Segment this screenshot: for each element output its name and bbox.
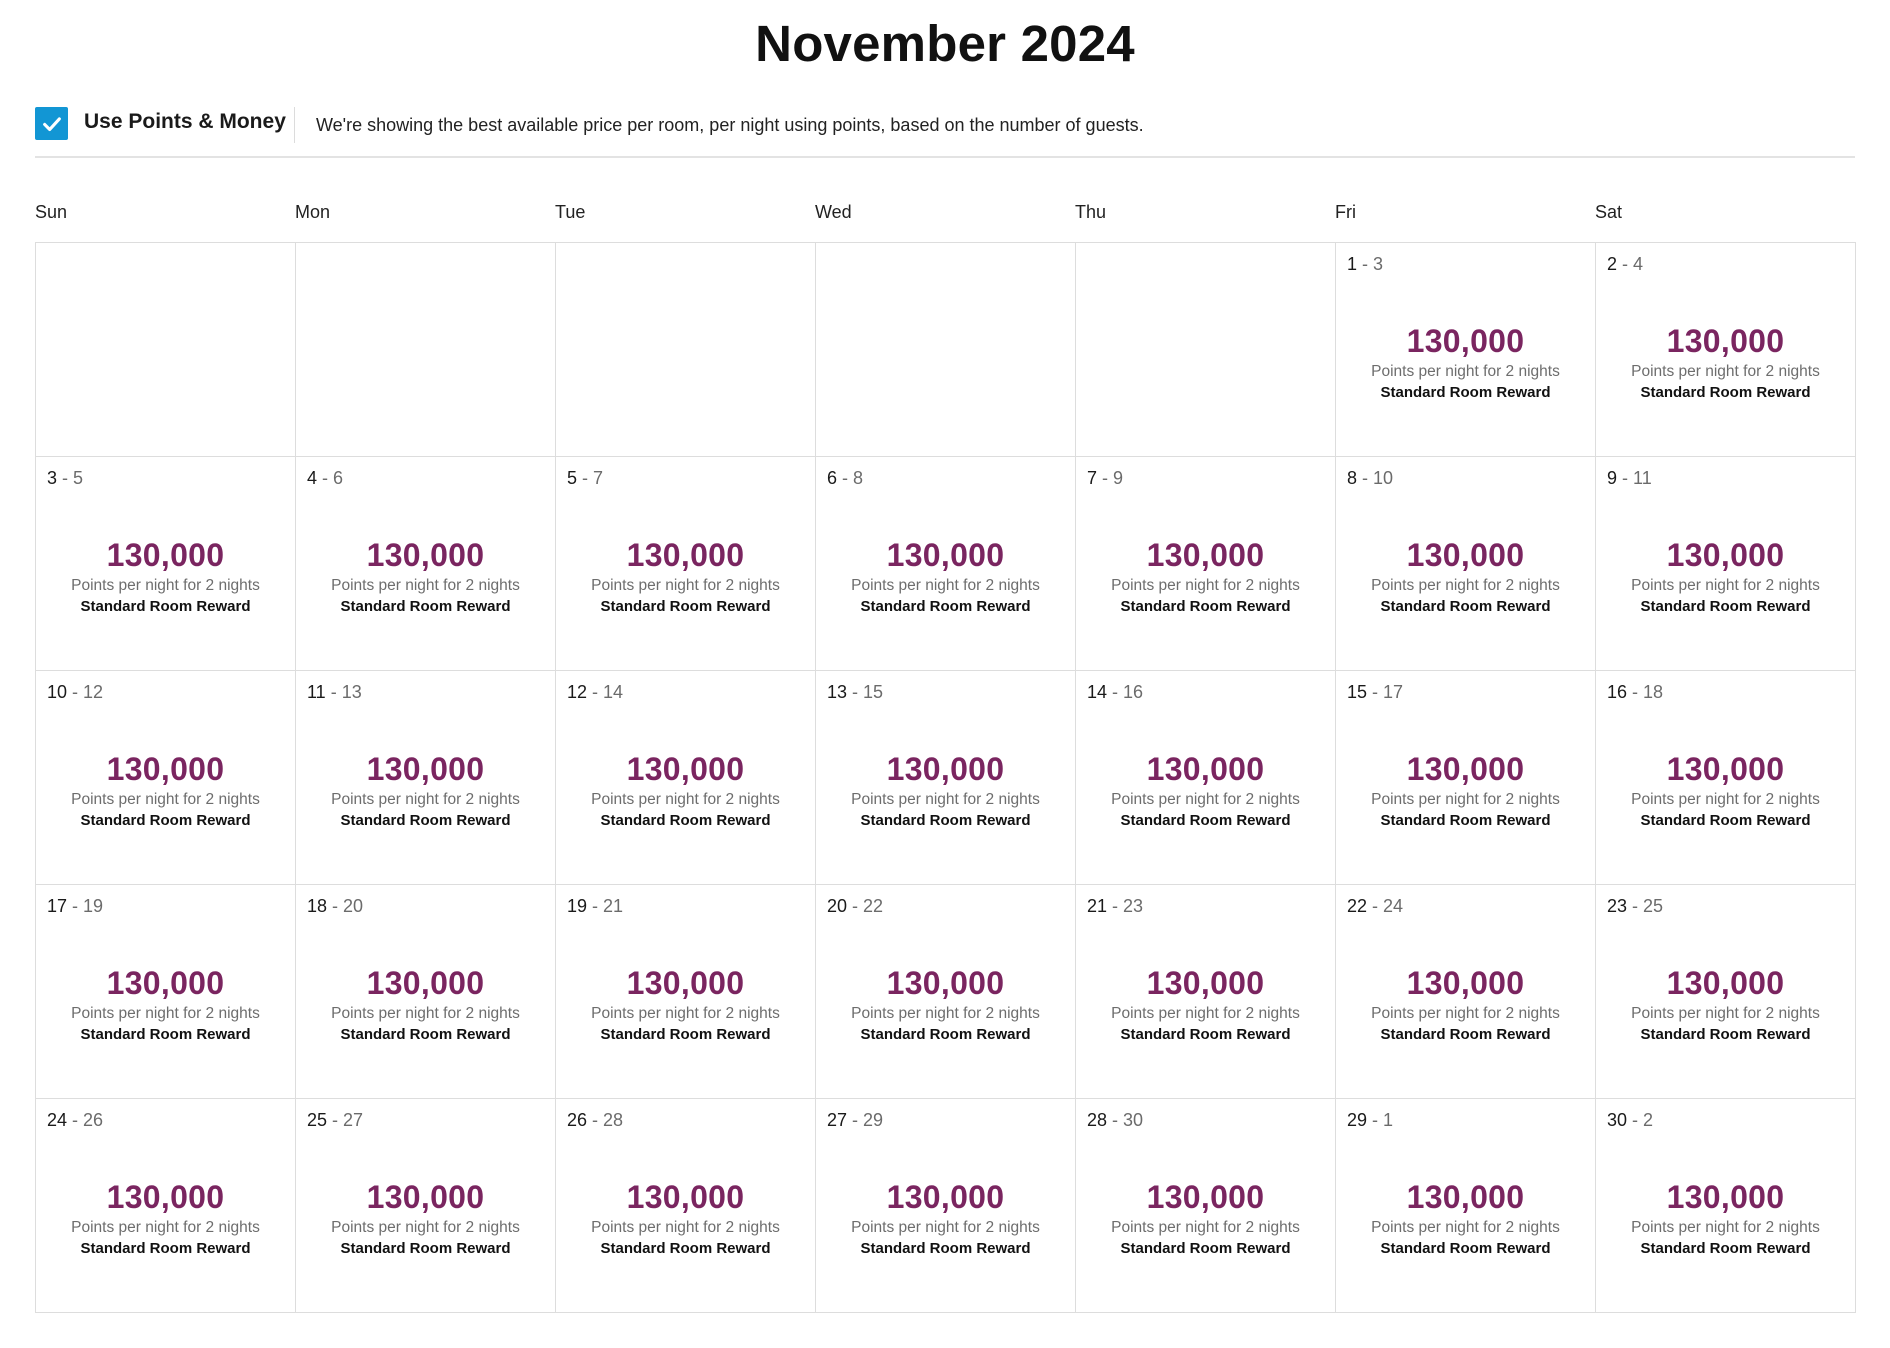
points-price: 130,000 (1146, 965, 1265, 1001)
check-in-day: 8 (1347, 468, 1358, 488)
range-separator: - (847, 896, 864, 916)
check-in-day: 14 (1087, 682, 1108, 702)
weekday-label: Tue (555, 202, 586, 222)
points-caption: Points per night for 2 nights (1631, 363, 1820, 380)
points-caption: Points per night for 2 nights (331, 577, 520, 594)
reward-type: Standard Room Reward (1640, 598, 1811, 615)
points-caption: Points per night for 2 nights (1631, 791, 1820, 808)
date-range (47, 468, 83, 489)
date-range (1087, 682, 1143, 703)
date-range (827, 682, 883, 703)
check-in-day: 3 (47, 468, 58, 488)
points-caption: Points per night for 2 nights (1631, 1005, 1820, 1022)
date-range (1347, 896, 1403, 917)
check-out-day: 28 (603, 1110, 624, 1130)
range-separator: - (587, 682, 604, 702)
range-separator: - (837, 468, 854, 488)
check-out-day: 30 (1123, 1110, 1144, 1130)
reward-type: Standard Room Reward (80, 1240, 251, 1257)
check-in-day: 12 (567, 682, 588, 702)
points-caption: Points per night for 2 nights (1371, 577, 1560, 594)
reward-type: Standard Room Reward (860, 598, 1031, 615)
points-caption: Points per night for 2 nights (851, 577, 1040, 594)
points-price: 130,000 (1146, 537, 1265, 573)
range-separator: - (67, 1110, 84, 1130)
points-caption: Points per night for 2 nights (331, 791, 520, 808)
day-cell[interactable] (816, 1099, 1076, 1313)
points-price: 130,000 (886, 537, 1005, 573)
day-cell[interactable] (36, 1099, 296, 1313)
day-cell[interactable] (556, 885, 816, 1099)
points-price: 130,000 (106, 1179, 225, 1215)
range-separator: - (847, 1110, 864, 1130)
date-range (827, 468, 863, 489)
points-toolbar (35, 104, 1855, 158)
range-separator: - (67, 682, 84, 702)
range-separator: - (1107, 896, 1124, 916)
reward-type: Standard Room Reward (1120, 1026, 1291, 1043)
check-in-day: 20 (827, 896, 848, 916)
day-cell[interactable] (556, 1099, 816, 1313)
reward-type: Standard Room Reward (1640, 384, 1811, 401)
points-price: 130,000 (886, 965, 1005, 1001)
empty-day-cell (36, 243, 296, 457)
day-cell[interactable] (1336, 885, 1596, 1099)
check-in-day: 22 (1347, 896, 1368, 916)
offer-block (816, 537, 1075, 617)
offer-block (296, 1179, 555, 1259)
offer-block (556, 537, 815, 617)
points-caption: Points per night for 2 nights (591, 1005, 780, 1022)
date-range (1347, 682, 1403, 703)
date-range (1347, 1110, 1393, 1131)
day-cell[interactable] (296, 457, 556, 671)
range-separator: - (1367, 896, 1384, 916)
points-caption: Points per night for 2 nights (1371, 363, 1560, 380)
day-cell[interactable] (1596, 885, 1856, 1099)
date-range (567, 896, 623, 917)
check-out-day: 12 (83, 682, 104, 702)
day-cell[interactable] (1336, 671, 1596, 885)
check-out-day: 19 (83, 896, 104, 916)
offer-block (1336, 1179, 1595, 1259)
date-range (1607, 682, 1663, 703)
check-out-day: 24 (1383, 896, 1404, 916)
day-cell[interactable] (36, 885, 296, 1099)
weekday-header (35, 202, 1855, 232)
reward-type: Standard Room Reward (1380, 812, 1551, 829)
offer-block (36, 751, 295, 831)
range-separator: - (1627, 1110, 1644, 1130)
check-in-day: 28 (1087, 1110, 1108, 1130)
offer-block (1596, 537, 1855, 617)
offer-block (816, 751, 1075, 831)
points-price: 130,000 (1406, 537, 1525, 573)
day-cell[interactable] (296, 671, 556, 885)
points-caption: Points per night for 2 nights (851, 791, 1040, 808)
points-price: 130,000 (106, 751, 225, 787)
day-cell[interactable] (1076, 457, 1336, 671)
reward-type: Standard Room Reward (860, 1026, 1031, 1043)
day-cell[interactable] (1076, 1099, 1336, 1313)
offer-block (1076, 537, 1335, 617)
range-separator: - (1367, 1110, 1384, 1130)
points-caption: Points per night for 2 nights (71, 1005, 260, 1022)
points-price: 130,000 (1406, 965, 1525, 1001)
day-cell[interactable] (1076, 671, 1336, 885)
date-range (567, 682, 623, 703)
day-cell[interactable] (1336, 1099, 1596, 1313)
check-out-day: 3 (1373, 254, 1384, 274)
check-in-day: 13 (827, 682, 848, 702)
range-separator: - (1627, 896, 1644, 916)
offer-block (1596, 1179, 1855, 1259)
offer-block (36, 1179, 295, 1259)
reward-type: Standard Room Reward (600, 1026, 771, 1043)
range-separator: - (1357, 468, 1374, 488)
range-separator: - (57, 468, 74, 488)
date-range (1087, 896, 1143, 917)
offer-block (36, 537, 295, 617)
reward-type: Standard Room Reward (80, 1026, 251, 1043)
offer-block (1336, 323, 1595, 403)
check-out-day: 10 (1373, 468, 1394, 488)
range-separator: - (1617, 468, 1634, 488)
date-range (1087, 468, 1123, 489)
range-separator: - (1357, 254, 1374, 274)
reward-type: Standard Room Reward (1640, 1240, 1811, 1257)
offer-block (1336, 965, 1595, 1045)
check-in-day: 30 (1607, 1110, 1628, 1130)
check-out-day: 7 (593, 468, 604, 488)
offer-block (1596, 751, 1855, 831)
reward-type: Standard Room Reward (340, 598, 511, 615)
day-cell[interactable] (1596, 1099, 1856, 1313)
date-range (47, 682, 103, 703)
range-separator: - (1107, 1110, 1124, 1130)
reward-type: Standard Room Reward (1380, 1026, 1551, 1043)
date-range (567, 1110, 623, 1131)
offer-block (1336, 537, 1595, 617)
reward-type: Standard Room Reward (340, 1026, 511, 1043)
reward-type: Standard Room Reward (340, 812, 511, 829)
page-title: November 2024 (755, 15, 1135, 72)
check-out-day: 16 (1123, 682, 1144, 702)
date-range (1607, 896, 1663, 917)
day-cell[interactable] (36, 671, 296, 885)
points-price: 130,000 (1666, 1179, 1785, 1215)
points-price: 130,000 (626, 1179, 745, 1215)
check-out-day: 20 (343, 896, 364, 916)
check-in-day: 5 (567, 468, 578, 488)
weekday-label: Sun (35, 202, 68, 222)
points-caption: Points per night for 2 nights (331, 1219, 520, 1236)
offer-block (1336, 751, 1595, 831)
weekday-label: Fri (1335, 202, 1356, 222)
points-caption: Points per night for 2 nights (851, 1219, 1040, 1236)
points-caption: Points per night for 2 nights (331, 1005, 520, 1022)
points-caption: Points per night for 2 nights (1111, 791, 1300, 808)
use-points-label[interactable]: Use Points & Money (84, 110, 286, 133)
range-separator: - (1097, 468, 1114, 488)
check-out-day: 26 (83, 1110, 104, 1130)
offer-block (816, 965, 1075, 1045)
reward-type: Standard Room Reward (1640, 812, 1811, 829)
date-range (307, 682, 362, 703)
reward-type: Standard Room Reward (1120, 598, 1291, 615)
offer-block (816, 1179, 1075, 1259)
date-range (1607, 254, 1643, 275)
date-range (307, 896, 363, 917)
toolbar-divider (294, 107, 295, 143)
weekday-label: Sat (1595, 202, 1623, 222)
range-separator: - (327, 1110, 344, 1130)
points-price: 130,000 (106, 537, 225, 573)
points-price: 130,000 (1666, 537, 1785, 573)
offer-block (1596, 323, 1855, 403)
check-in-day: 9 (1607, 468, 1618, 488)
day-cell[interactable] (556, 457, 816, 671)
points-caption: Points per night for 2 nights (71, 791, 260, 808)
day-cell[interactable] (1076, 885, 1336, 1099)
range-separator: - (67, 896, 84, 916)
points-caption: Points per night for 2 nights (1111, 577, 1300, 594)
points-price: 130,000 (366, 537, 485, 573)
check-out-day: 11 (1633, 468, 1652, 488)
check-in-day: 23 (1607, 896, 1628, 916)
points-price: 130,000 (1666, 965, 1785, 1001)
check-out-day: 2 (1643, 1110, 1654, 1130)
check-out-day: 18 (1643, 682, 1664, 702)
pricing-info-text: We're showing the best available price per room, per night using points, based on the number of guests. (316, 115, 1144, 135)
day-cell[interactable] (36, 457, 296, 671)
check-in-day: 10 (47, 682, 68, 702)
points-caption: Points per night for 2 nights (591, 791, 780, 808)
date-range (47, 1110, 103, 1131)
points-price: 130,000 (366, 1179, 485, 1215)
day-cell[interactable] (816, 885, 1076, 1099)
range-separator: - (1617, 254, 1634, 274)
points-price: 130,000 (366, 965, 485, 1001)
date-range (307, 468, 343, 489)
range-separator: - (1627, 682, 1644, 702)
date-range (1087, 1110, 1143, 1131)
reward-type: Standard Room Reward (600, 1240, 771, 1257)
day-cell[interactable] (1336, 457, 1596, 671)
check-out-day: 27 (343, 1110, 364, 1130)
points-caption: Points per night for 2 nights (1371, 1219, 1560, 1236)
check-out-day: 4 (1633, 254, 1644, 274)
reward-type: Standard Room Reward (1380, 598, 1551, 615)
points-caption: Points per night for 2 nights (1631, 1219, 1820, 1236)
offer-block (1076, 751, 1335, 831)
points-price: 130,000 (366, 751, 485, 787)
points-caption: Points per night for 2 nights (1111, 1219, 1300, 1236)
reward-type: Standard Room Reward (860, 1240, 1031, 1257)
day-cell[interactable] (816, 457, 1076, 671)
points-caption: Points per night for 2 nights (591, 577, 780, 594)
checkmark-icon (41, 113, 63, 135)
check-out-day: 13 (341, 682, 362, 702)
points-price: 130,000 (1146, 1179, 1265, 1215)
date-range (1607, 468, 1652, 489)
weekday-label: Wed (815, 202, 852, 222)
reward-type: Standard Room Reward (600, 598, 771, 615)
points-caption: Points per night for 2 nights (71, 577, 260, 594)
check-in-day: 4 (307, 468, 318, 488)
check-out-day: 23 (1123, 896, 1144, 916)
check-out-day: 29 (863, 1110, 884, 1130)
reward-type: Standard Room Reward (340, 1240, 511, 1257)
use-points-checkbox[interactable] (35, 107, 68, 140)
points-caption: Points per night for 2 nights (591, 1219, 780, 1236)
points-price: 130,000 (886, 1179, 1005, 1215)
check-out-day: 1 (1383, 1110, 1394, 1130)
points-price: 130,000 (1406, 323, 1525, 359)
check-out-day: 5 (73, 468, 84, 488)
points-price: 130,000 (626, 751, 745, 787)
check-in-day: 16 (1607, 682, 1628, 702)
points-price: 130,000 (1666, 323, 1785, 359)
check-out-day: 9 (1113, 468, 1124, 488)
date-range (1347, 468, 1393, 489)
range-separator: - (847, 682, 864, 702)
points-caption: Points per night for 2 nights (1111, 1005, 1300, 1022)
day-cell[interactable] (296, 885, 556, 1099)
reward-type: Standard Room Reward (1120, 1240, 1291, 1257)
points-caption: Points per night for 2 nights (1371, 1005, 1560, 1022)
points-price: 130,000 (1146, 751, 1265, 787)
range-separator: - (1107, 682, 1124, 702)
check-in-day: 26 (567, 1110, 588, 1130)
check-in-day: 6 (827, 468, 838, 488)
check-in-day: 19 (567, 896, 588, 916)
offer-block (1596, 965, 1855, 1045)
day-cell[interactable] (816, 671, 1076, 885)
check-in-day: 2 (1607, 254, 1618, 274)
check-in-day: 15 (1347, 682, 1368, 702)
points-caption: Points per night for 2 nights (71, 1219, 260, 1236)
check-in-day: 11 (307, 682, 326, 702)
empty-day-cell (1076, 243, 1336, 457)
weekday-label: Mon (295, 202, 331, 222)
offer-block (556, 1179, 815, 1259)
day-cell[interactable] (1336, 243, 1596, 457)
offer-block (1076, 965, 1335, 1045)
offer-block (36, 965, 295, 1045)
calendar-grid (35, 242, 1856, 1313)
reward-type: Standard Room Reward (600, 812, 771, 829)
range-separator: - (587, 1110, 604, 1130)
empty-day-cell (816, 243, 1076, 457)
reward-type: Standard Room Reward (1380, 384, 1551, 401)
check-in-day: 7 (1087, 468, 1098, 488)
day-cell[interactable] (1596, 243, 1856, 457)
check-out-day: 21 (603, 896, 624, 916)
day-cell[interactable] (296, 1099, 556, 1313)
check-out-day: 25 (1643, 896, 1664, 916)
points-caption: Points per night for 2 nights (851, 1005, 1040, 1022)
reward-type: Standard Room Reward (80, 598, 251, 615)
check-in-day: 25 (307, 1110, 328, 1130)
check-in-day: 1 (1347, 254, 1358, 274)
check-in-day: 27 (827, 1110, 848, 1130)
points-price: 130,000 (886, 751, 1005, 787)
reward-type: Standard Room Reward (1640, 1026, 1811, 1043)
check-out-day: 15 (863, 682, 884, 702)
points-price: 130,000 (626, 965, 745, 1001)
check-in-day: 18 (307, 896, 328, 916)
offer-block (556, 965, 815, 1045)
offer-block (1076, 1179, 1335, 1259)
reward-type: Standard Room Reward (1120, 812, 1291, 829)
check-out-day: 8 (853, 468, 864, 488)
points-price: 130,000 (1406, 1179, 1525, 1215)
points-price: 130,000 (626, 537, 745, 573)
points-caption: Points per night for 2 nights (1371, 791, 1560, 808)
range-separator: - (325, 682, 342, 702)
reward-type: Standard Room Reward (860, 812, 1031, 829)
points-price: 130,000 (106, 965, 225, 1001)
offer-block (556, 751, 815, 831)
day-cell[interactable] (1596, 457, 1856, 671)
date-range (827, 1110, 883, 1131)
empty-day-cell (296, 243, 556, 457)
reward-type: Standard Room Reward (1380, 1240, 1551, 1257)
date-range (47, 896, 103, 917)
check-in-day: 17 (47, 896, 68, 916)
check-out-day: 6 (333, 468, 344, 488)
points-price: 130,000 (1666, 751, 1785, 787)
day-cell[interactable] (556, 671, 816, 885)
check-out-day: 22 (863, 896, 884, 916)
date-range (1347, 254, 1383, 275)
range-separator: - (577, 468, 594, 488)
check-out-day: 14 (603, 682, 624, 702)
check-out-day: 17 (1383, 682, 1404, 702)
offer-block (296, 537, 555, 617)
weekday-label: Thu (1075, 202, 1107, 222)
date-range (567, 468, 603, 489)
range-separator: - (1367, 682, 1384, 702)
reward-type: Standard Room Reward (80, 812, 251, 829)
date-range (827, 896, 883, 917)
check-in-day: 24 (47, 1110, 68, 1130)
empty-day-cell (556, 243, 816, 457)
offer-block (296, 965, 555, 1045)
check-in-day: 29 (1347, 1110, 1368, 1130)
date-range (307, 1110, 363, 1131)
range-separator: - (327, 896, 344, 916)
points-caption: Points per night for 2 nights (1631, 577, 1820, 594)
range-separator: - (587, 896, 604, 916)
points-price: 130,000 (1406, 751, 1525, 787)
date-range (1607, 1110, 1653, 1131)
day-cell[interactable] (1596, 671, 1856, 885)
offer-block (296, 751, 555, 831)
check-in-day: 21 (1087, 896, 1108, 916)
range-separator: - (317, 468, 334, 488)
